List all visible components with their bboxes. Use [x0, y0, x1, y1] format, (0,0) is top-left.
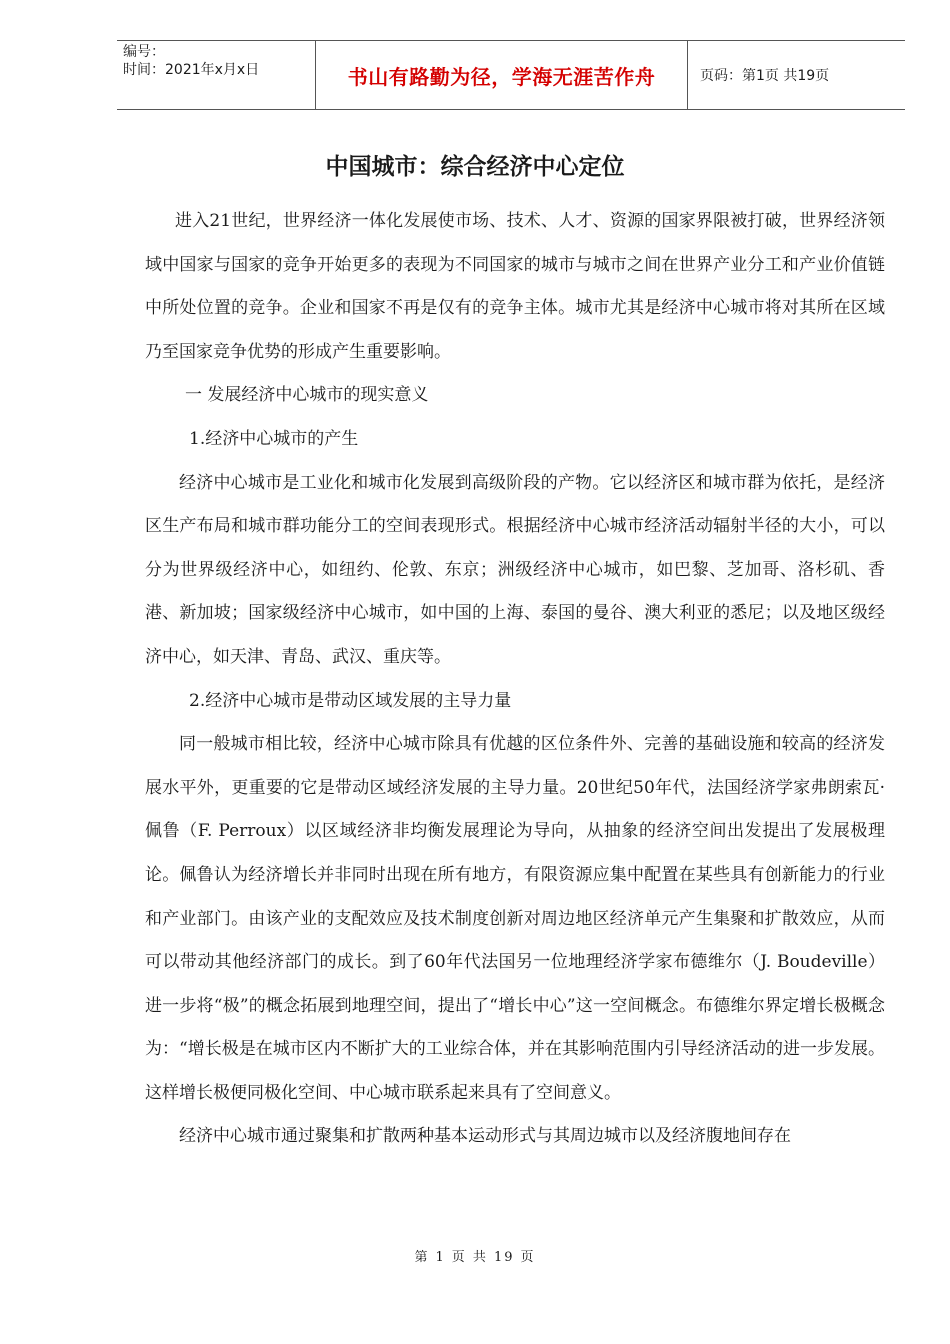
footer-total-pages: 19 [493, 1250, 515, 1265]
section-heading: 一 发展经济中心城市的现实意义 [185, 385, 429, 406]
header-meta [117, 41, 315, 109]
body-paragraph: 经济中心城市通过聚集和扩散两种基本运动形式与其周边城市以及经济腹地间存在 [179, 1126, 791, 1147]
footer-suffix: 页 [520, 1250, 536, 1265]
footer-middle: 页 共 [451, 1250, 488, 1265]
footer-prefix: 第 [414, 1250, 430, 1265]
header-page-info [688, 41, 905, 109]
document-body [145, 200, 885, 1159]
page-footer [0, 1246, 950, 1265]
body-paragraph: 经济中心城市是工业化和城市化发展到高级阶段的产物。它以经济区和城市群为依托，是经济区生产布局和城市群功能分工的空间表现形式。根据经济中心城市经济活动辐射半径的大小，可以分为世界级经济中心，如纽约、伦敦、东京；洲级经济中心城市，如巴黎、芝加哥、洛杉矶、香港、新加坡；国家级经济中心城市，如中国的上海、泰国的曼谷、澳大利亚的悉尼；以及地区级经济中心，如天津、青岛、武汉、重庆等。 [145, 472, 885, 667]
body-paragraph: 同一般城市相比较，经济中心城市除具有优越的区位条件外、完善的基础设施和较高的经济发展水平外，更重要的它是带动区域经济发展的主导力量。20世纪50年代，法国经济学家弗朗索瓦·佩鲁（F. Perroux）以区域经济非均衡发展理论为导向，从抽象的经济空间出发提出了发展极理论。佩鲁认为经济增长并非同时出现在所有地方，有限资源应集中配置在某些具有创新能力的行业和产业部门。由该产业的支配效应及技术制度创新对周边地区经济单元产生集聚和扩散效应，从而可以带动其他经济部门的成长。到了60年代法国另一位地理经济学家布德维尔（J. Boudeville）进一步将“极”的概念拓展到地理空间，提出了“增长中心”这一空间概念。布德维尔界定增长极概念为：“增长极是在城市区内不断扩大的工业综合体，并在其影响范围内引导经济活动的进一步发展。这样增长极便同极化空间、中心城市联系起来具有了空间意义。 [145, 734, 885, 1103]
serial-label: 编号： [123, 44, 165, 60]
motto: 书山有路勤为径，学海无涯苦作舟 [347, 64, 656, 89]
document-title: 中国城市：综合经济中心定位 [325, 154, 625, 180]
header-table [117, 40, 905, 110]
header-motto-cell [315, 41, 688, 109]
time-label: 时间：2021年x月x日 [123, 62, 260, 78]
subsection-heading: 1.经济中心城市的产生 [189, 428, 359, 449]
intro-paragraph: 进入21世纪，世界经济一体化发展使市场、技术、人才、资源的国家界限被打破，世界经济领域中国家与国家的竞争开始更多的表现为不同国家的城市与城市之间在世界产业分工和产业价值链中所处位置的竞争。企业和国家不再是仅有的竞争主体。城市尤其是经济中心城市将对其所在区域乃至国家竞争优势的形成产生重要影响。 [145, 211, 885, 362]
subsection-heading: 2.经济中心城市是带动区域发展的主导力量 [189, 690, 512, 711]
footer-page-number: 1 [435, 1250, 446, 1265]
page-info: 页码：第1页 共19页 [700, 68, 830, 84]
